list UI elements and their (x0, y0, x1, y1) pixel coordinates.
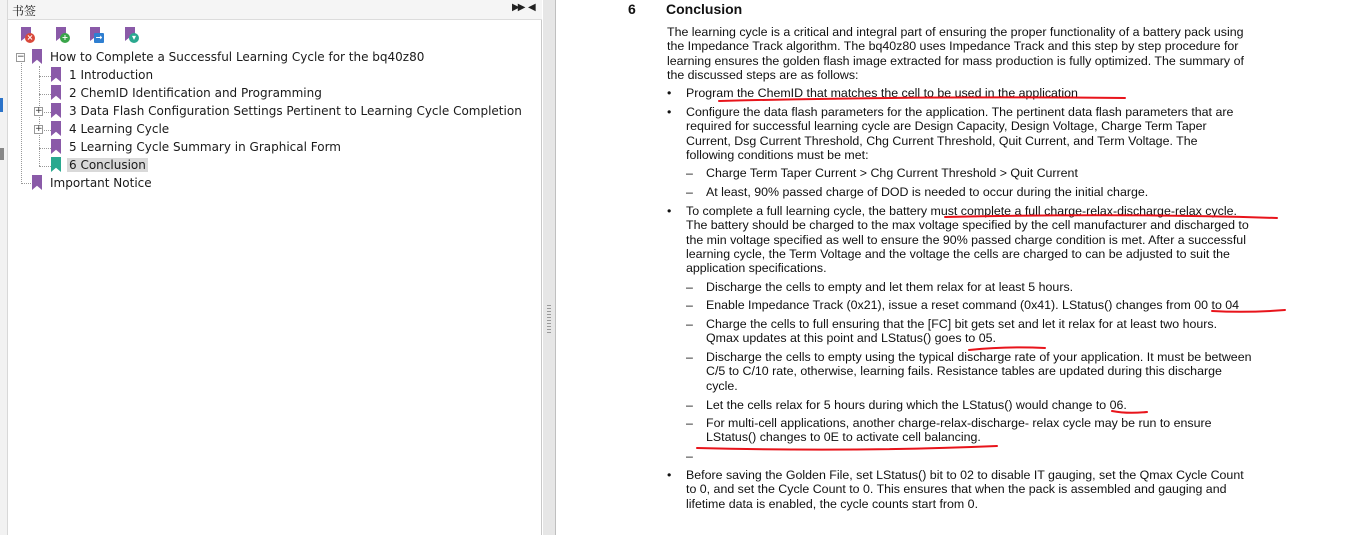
bullet-glyph: • (667, 204, 672, 218)
bookmark-icon (51, 85, 61, 100)
bookmark-label: 3 Data Flash Configuration Settings Pertinent to Learning Cycle Completion (69, 104, 522, 118)
dash-glyph: – (686, 280, 693, 294)
tree-connector (39, 76, 53, 77)
new-bookmark-icon[interactable]: + (53, 26, 71, 44)
text-line: For multi-cell applications, another charge-relax-discharge- relax cycle may be run to ensure (706, 416, 1212, 430)
panel-title: 书签 (12, 4, 37, 18)
splitter-grip[interactable] (547, 305, 551, 333)
text-line: learning ensures the golden flash image extracted for mass production is fully optimized. The summary of (667, 53, 1244, 68)
tree-connector (39, 66, 40, 166)
bookmark-label: 5 Learning Cycle Summary in Graphical Form (69, 140, 341, 154)
text-line: C/5 to C/10 rate, otherwise, learning fails. Resistance tables are updated during this discharge (706, 364, 1222, 379)
annotation-underline (697, 446, 997, 450)
tree-connector (39, 148, 53, 149)
bullet-glyph: • (667, 105, 672, 119)
text-line: application specifications. (686, 261, 827, 276)
text-line: lifetime data is enabled, the cycle counts start from 0. (686, 496, 979, 511)
bookmark-label: How to Complete a Successful Learning Cycle for the bq40z80 (50, 50, 425, 64)
bookmark-icon (51, 157, 61, 172)
sub-item-text (706, 185, 1284, 199)
bookmark-label: 4 Learning Cycle (69, 122, 170, 136)
document-page (557, 0, 1353, 535)
bookmark-icon (51, 121, 61, 136)
bookmark-icon (51, 67, 61, 82)
bookmark-icon (51, 139, 61, 154)
text-line: to 0, and set the Cycle Count to 0. This ensures that when the pack is assembled and gauging and (686, 482, 1227, 497)
text-line: Before saving the Golden File, set LStatus() bit to 02 to disable IT gauging, set the Qmax Cycle Count (686, 468, 1244, 482)
bullet-text (686, 468, 1282, 511)
sub-item-text (706, 350, 1284, 393)
text-line: The learning cycle is a critical and integral part of ensuring the proper functionality of a battery pack using (667, 25, 1244, 39)
dash-glyph: – (686, 398, 693, 412)
text-line: Discharge the cells to empty and let them relax for at least 5 hours. (706, 280, 1074, 294)
text-line: At least, 90% passed charge of DOD is needed to occur during the initial charge. (706, 185, 1149, 199)
sub-item-text (706, 398, 1284, 412)
dash-glyph: – (686, 350, 693, 364)
text-line: To complete a full learning cycle, the battery must complete a full charge-relax-discharge-relax cycle. (686, 204, 1237, 218)
dash-glyph: – (686, 185, 693, 199)
left-edge-strip (0, 0, 8, 535)
dash-glyph: – (686, 449, 693, 463)
bookmark-icon (32, 175, 42, 190)
text-line: Discharge the cells to empty using the typical discharge rate of your application. It must be between (706, 350, 1252, 364)
text-line: Configure the data flash parameters for the application. The pertinent data flash parameters that are (686, 105, 1234, 119)
delete-bookmark-icon[interactable]: × (18, 26, 36, 44)
tree-connector (21, 183, 33, 184)
bookmark-properties-icon[interactable]: ▾ (122, 26, 140, 44)
tree-connector (21, 58, 22, 184)
text-line: Qmax updates at this point and LStatus() goes to 05. (706, 331, 996, 346)
text-line: cycle. (706, 378, 738, 393)
bookmark-icon (32, 49, 42, 64)
text-line: LStatus() changes to 0E to activate cell balancing. (706, 430, 981, 445)
bookmarks-panel (8, 0, 542, 535)
bookmark-icon (51, 103, 61, 118)
intro-paragraph (667, 25, 1279, 82)
section-title: Conclusion (666, 1, 743, 17)
text-line: learning cycle, the Term Voltage and the voltage the cells are charged to can be adjusted to suit the (686, 246, 1230, 261)
go-to-bookmark-icon[interactable]: → (87, 26, 105, 44)
panel-header (8, 0, 542, 20)
text-line: the discussed steps are as follows: (667, 67, 859, 82)
bookmark-label: 1 Introduction (69, 68, 154, 82)
bullet-text (686, 204, 1282, 275)
panel-expand-icon[interactable]: ▶▶ (512, 2, 524, 13)
expand-toggle[interactable]: + (35, 106, 43, 116)
panel-splitter[interactable] (543, 0, 556, 535)
text-line: required for successful learning cycle are Design Capacity, Design Voltage, Charge Term Taper (686, 119, 1207, 134)
dash-glyph: – (686, 166, 693, 180)
sub-item-text (706, 317, 1284, 346)
expand-toggle[interactable]: + (35, 124, 43, 134)
text-line: the Impedance Track algorithm. The bq40z80 uses Impedance Track and this step by step procedure for (667, 39, 1239, 54)
bullet-text (686, 86, 1282, 100)
text-line: following conditions must be met: (686, 147, 869, 162)
text-line: Charge the cells to full ensuring that the [FC] bit gets set and let it relax for at least two hours. (706, 317, 1218, 331)
panel-collapse-icon[interactable]: ◀ (528, 2, 536, 13)
text-line: Current, Dsg Current Threshold, Chg Current Threshold, Quit Current, and Term Voltage. The (686, 133, 1198, 148)
dash-glyph: – (686, 317, 693, 331)
bookmark-label: 6 Conclusion (69, 158, 146, 172)
left-edge-marker (0, 98, 3, 112)
bullet-glyph: • (667, 468, 672, 482)
text-line: Let the cells relax for 5 hours during which the LStatus() would change to 06. (706, 398, 1127, 412)
bookmark-label: Important Notice (50, 176, 152, 190)
text-line: Enable Impedance Track (0x21), issue a reset command (0x41). LStatus() changes from 00 to 04 (706, 298, 1240, 312)
text-line: Program the ChemID that matches the cell to be used in the application (686, 86, 1078, 100)
text-line: the min voltage specified as well to ensure the 90% passed charge condition is met. After a successful (686, 232, 1246, 247)
collapse-toggle[interactable]: − (17, 52, 25, 62)
text-line: Charge Term Taper Current > Chg Current Threshold > Quit Current (706, 166, 1078, 180)
left-edge-handle[interactable] (0, 148, 4, 160)
text-line: The battery should be charged to the max voltage specified by the cell manufacturer and discharged to (686, 218, 1249, 233)
bullet-glyph: • (667, 86, 672, 100)
bookmarks-toolbar (8, 22, 542, 46)
section-number: 6 (628, 1, 636, 17)
sub-item-text (706, 166, 1284, 180)
sub-item-text (706, 280, 1284, 294)
tree-connector (39, 166, 53, 167)
dash-glyph: – (686, 298, 693, 312)
sub-item-text (706, 298, 1284, 312)
bullet-text (686, 105, 1282, 162)
dash-glyph: – (686, 416, 693, 430)
bookmark-label: 2 ChemID Identification and Programming (69, 86, 322, 100)
tree-connector (39, 94, 53, 95)
sub-item-text (706, 416, 1284, 445)
